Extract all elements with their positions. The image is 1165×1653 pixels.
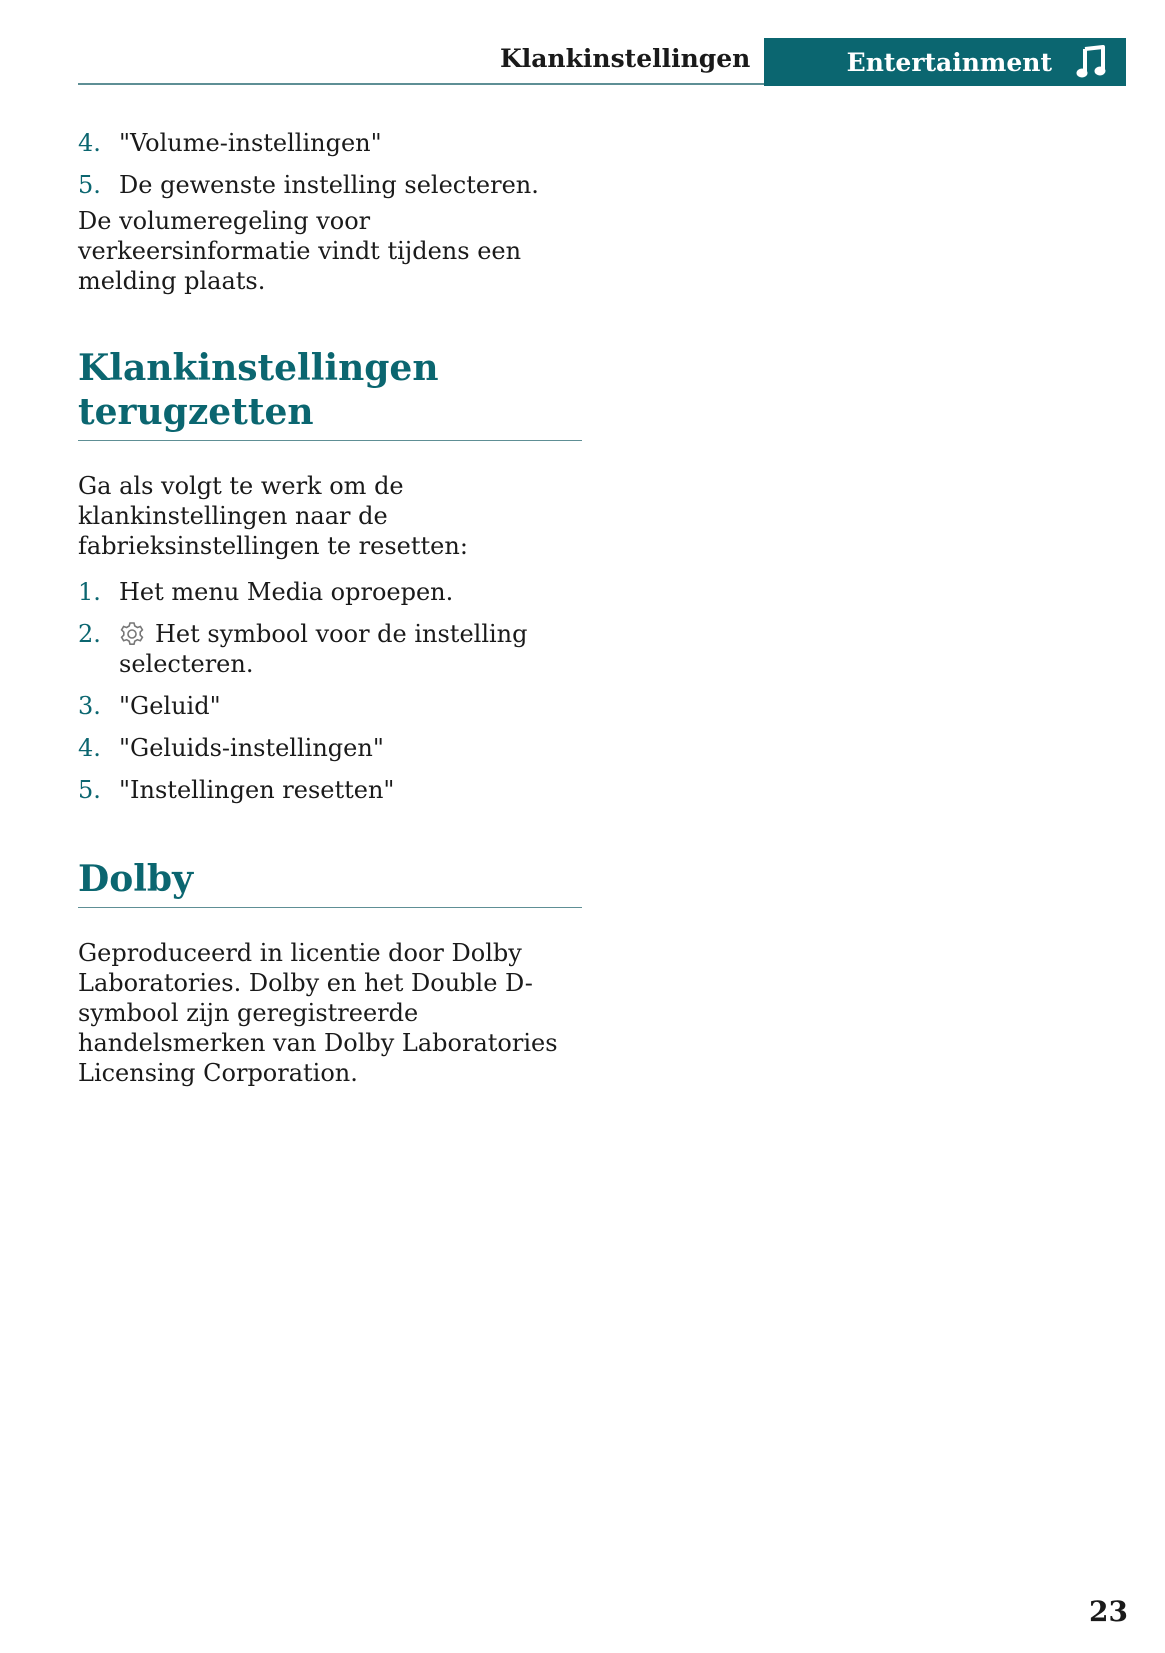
list-item (78, 577, 582, 607)
page-content (78, 128, 582, 1088)
list-item (78, 691, 582, 721)
list-item (78, 733, 582, 763)
step-text: Het symbool voor de instelling selecteren. (119, 620, 528, 678)
volume-note: De volumeregeling voor verkeersinformatie vindt tijdens een melding plaats. (78, 207, 522, 295)
step-text: De gewenste instelling selecteren. (119, 171, 539, 199)
chapter-tab (764, 38, 1126, 86)
page-number: 23 (1089, 1595, 1128, 1628)
reset-intro: Ga als volgt te werk om de klankinstellingen naar de fabrieksinstellingen te resetten: (78, 472, 468, 560)
step-text: "Instellingen resetten" (119, 776, 395, 804)
music-note-icon (1076, 45, 1106, 79)
step-number: 2. (78, 620, 101, 648)
list-item (78, 619, 582, 679)
chapter-title: Entertainment (846, 47, 1052, 77)
list-item (78, 775, 582, 805)
list-item (78, 170, 582, 200)
step-number: 5. (78, 171, 101, 199)
step-text: "Geluids-instellingen" (119, 734, 384, 762)
step-number: 4. (78, 129, 101, 157)
header-divider (78, 83, 764, 85)
dolby-text: Geproduceerd in licentie door Dolby Laboratories. Dolby en het Double D-symbool zijn geregistreerde handelsmerken van Dolby Laboratories Licensing Corporation. (78, 939, 558, 1087)
step-number: 1. (78, 578, 101, 606)
step-text: "Geluid" (119, 692, 221, 720)
step-number: 4. (78, 734, 101, 762)
section-title-dolby: Dolby (78, 858, 193, 900)
gear-icon (119, 621, 145, 647)
step-number: 3. (78, 692, 101, 720)
step-number: 5. (78, 776, 101, 804)
list-item (78, 128, 582, 158)
step-text: Het menu Media oproepen. (119, 578, 454, 606)
step-text: "Volume-instellingen" (119, 129, 382, 157)
header-section-title: Klankinstellingen (500, 44, 751, 73)
section-title-reset: Klankinstellingen terugzetten (78, 347, 439, 433)
